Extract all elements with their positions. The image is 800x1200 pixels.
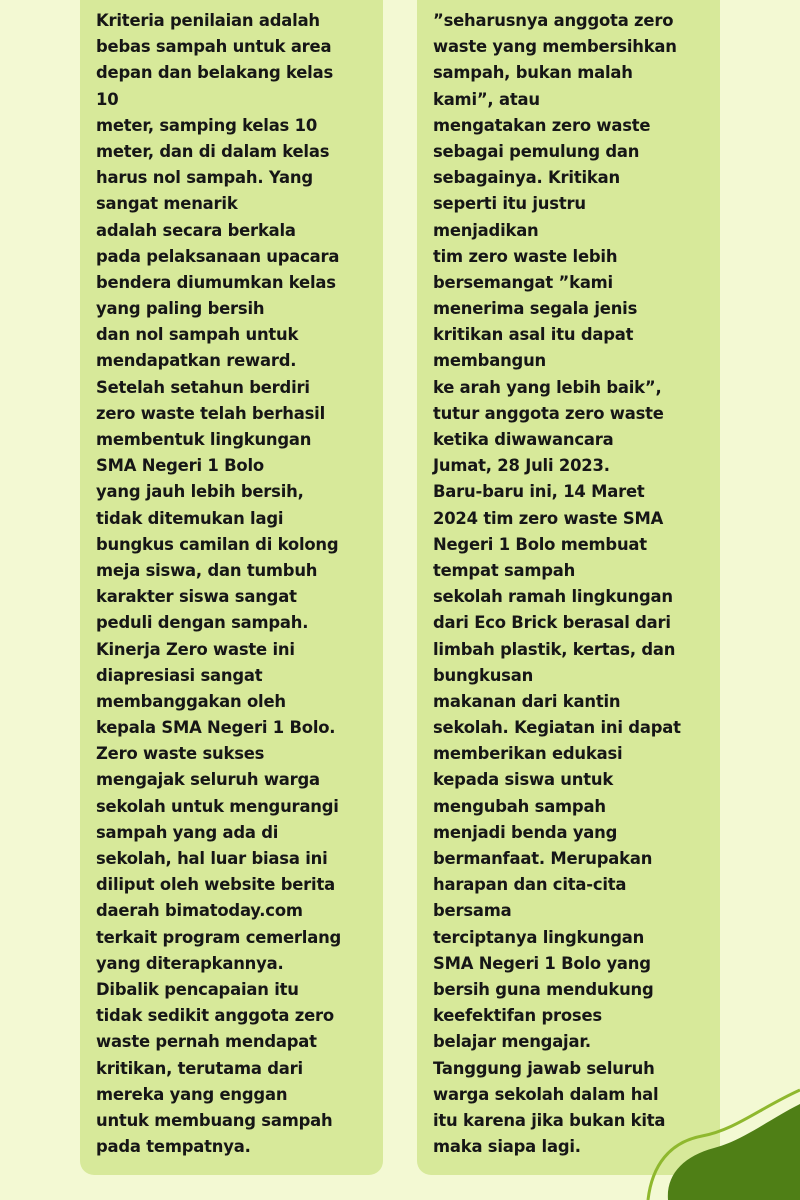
text-line: dari Eco Brick berasal dari: [433, 613, 671, 633]
text-line: sampah, bukan malah: [433, 63, 633, 83]
text-line: bebas sampah untuk area: [96, 37, 332, 57]
text-line: belajar mengajar.: [433, 1032, 591, 1052]
text-line: mereka yang enggan: [96, 1084, 288, 1104]
text-line: menerima segala jenis: [433, 299, 638, 319]
text-line: tutur anggota zero waste: [433, 403, 664, 423]
text-line: peduli dengan sampah.: [96, 613, 309, 633]
text-line: daerah bimatoday.com: [96, 901, 303, 921]
text-line: tidak ditemukan lagi: [96, 508, 284, 528]
text-line: maka siapa lagi.: [433, 1137, 581, 1157]
text-line: ketika diwawancara: [433, 430, 614, 449]
text-line: Zero waste sukses: [96, 744, 265, 764]
text-line: waste yang membersihkan: [433, 37, 677, 57]
text-line: membangun: [433, 351, 547, 371]
text-line: tim zero waste lebih: [433, 246, 618, 266]
right-text-column: [417, 0, 720, 1175]
text-line: bersih guna mendukung: [433, 979, 654, 999]
left-column-lines: [96, 8, 373, 1160]
text-line: meja siswa, dan tumbuh: [96, 560, 318, 580]
text-line: ke arah yang lebih baik”,: [433, 377, 662, 397]
text-line: bersemangat ”kami: [433, 272, 613, 292]
text-line: sampah yang ada di: [96, 822, 279, 842]
text-line: yang jauh lebih bersih,: [96, 482, 304, 502]
text-line: mendapatkan reward.: [96, 351, 297, 371]
text-line: tempat sampah: [433, 560, 576, 580]
text-line: 2024 tim zero waste SMA: [433, 508, 664, 528]
text-line: sekolah untuk mengurangi: [96, 796, 339, 816]
text-line: yang paling bersih: [96, 299, 265, 319]
text-line: Kriteria penilaian adalah: [96, 11, 320, 30]
text-line: bersama: [433, 901, 512, 921]
text-line: itu karena jika bukan kita: [433, 1110, 666, 1130]
text-line: Negeri 1 Bolo membuat: [433, 534, 647, 554]
text-line: membentuk lingkungan: [96, 430, 312, 449]
text-line: menjadi benda yang: [433, 822, 618, 842]
text-line: warga sekolah dalam hal: [433, 1084, 659, 1104]
text-line: pada tempatnya.: [96, 1137, 251, 1157]
text-line: sekolah, hal luar biasa ini: [96, 849, 328, 868]
text-line: untuk membuang sampah: [96, 1110, 333, 1130]
decorative-leaf-blob: [640, 1070, 800, 1200]
text-line: harus nol sampah. Yang: [96, 168, 313, 188]
text-line: limbah plastik, kertas, dan: [433, 639, 676, 659]
left-text-column: [80, 0, 383, 1175]
text-line: Tanggung jawab seluruh: [433, 1058, 655, 1078]
text-line: tidak sedikit anggota zero: [96, 1006, 334, 1026]
text-line: mengubah sampah: [433, 796, 606, 816]
text-line: bendera diumumkan kelas: [96, 272, 336, 292]
text-line: terkait program cemerlang: [96, 927, 342, 947]
text-line: diliput oleh website berita: [96, 875, 335, 895]
text-line: sangat menarik: [96, 194, 238, 214]
text-line: meter, dan di dalam kelas: [96, 141, 330, 161]
text-line: sebagai pemulung dan: [433, 141, 640, 161]
text-line: SMA Negeri 1 Bolo yang: [433, 953, 651, 973]
text-line: sebagainya. Kritikan: [433, 168, 620, 188]
text-line: kepala SMA Negeri 1 Bolo.: [96, 718, 336, 738]
text-line: sekolah ramah lingkungan: [433, 587, 673, 607]
text-line: kepada siswa untuk: [433, 770, 614, 790]
text-line: ”seharusnya anggota zero: [433, 11, 674, 30]
text-line: depan dan belakang kelas: [96, 63, 333, 83]
text-line: diapresiasi sangat: [96, 665, 263, 685]
text-line: bungkus camilan di kolong: [96, 534, 339, 554]
text-line: kritikan, terutama dari: [96, 1058, 303, 1078]
text-line: terciptanya lingkungan: [433, 927, 645, 947]
text-line: Baru-baru ini, 14 Maret: [433, 482, 645, 502]
text-line: memberikan edukasi: [433, 744, 623, 764]
text-line: mengatakan zero waste: [433, 115, 651, 135]
text-line: keefektifan proses: [433, 1006, 602, 1026]
text-line: adalah secara berkala: [96, 220, 296, 240]
text-line: harapan dan cita-cita: [433, 875, 627, 895]
text-line: Dibalik pencapaian itu: [96, 979, 299, 999]
text-line: yang diterapkannya.: [96, 953, 284, 973]
text-line: kami”, atau: [433, 89, 540, 109]
text-line: Kinerja Zero waste ini: [96, 639, 295, 659]
text-line: pada pelaksanaan upacara: [96, 246, 340, 266]
text-line: zero waste telah berhasil: [96, 403, 325, 423]
text-line: waste pernah mendapat: [96, 1032, 317, 1052]
text-line: kritikan asal itu dapat: [433, 325, 634, 345]
text-line: bermanfaat. Merupakan: [433, 849, 653, 868]
text-line: sekolah. Kegiatan ini dapat: [433, 718, 681, 738]
text-line: 10: [96, 89, 119, 109]
text-line: dan nol sampah untuk: [96, 325, 299, 345]
text-line: karakter siswa sangat: [96, 587, 297, 607]
text-line: bungkusan: [433, 665, 534, 685]
text-line: meter, samping kelas 10: [96, 115, 318, 135]
text-line: Setelah setahun berdiri: [96, 377, 310, 397]
text-line: Jumat, 28 Juli 2023.: [433, 456, 610, 476]
text-line: makanan dari kantin: [433, 691, 621, 711]
right-column-lines: [433, 8, 714, 1160]
text-line: membanggakan oleh: [96, 691, 286, 711]
text-line: menjadikan: [433, 220, 539, 240]
blob-dark-shape: [668, 1104, 800, 1200]
text-line: seperti itu justru: [433, 194, 586, 214]
text-line: SMA Negeri 1 Bolo: [96, 456, 264, 476]
text-line: mengajak seluruh warga: [96, 770, 320, 790]
